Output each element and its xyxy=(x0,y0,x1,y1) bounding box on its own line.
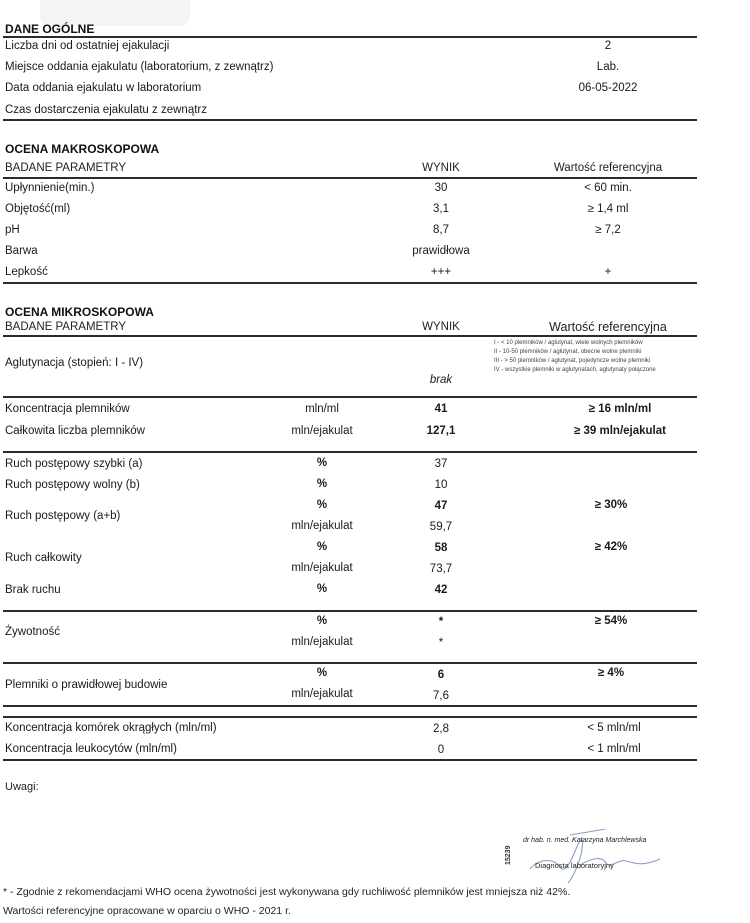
divider xyxy=(3,282,697,284)
motility-progressive-result-abs: 59,7 xyxy=(429,521,453,533)
general-label: Liczba dni od ostatniej ejakulacji xyxy=(5,40,170,52)
motility-total-unit-pct: % xyxy=(316,541,328,553)
column-header-result: WYNIK xyxy=(422,162,460,174)
morphology-unit-pct: % xyxy=(316,667,328,679)
macro-label: Objętość(ml) xyxy=(5,203,71,215)
divider xyxy=(3,335,697,337)
immotile-label: Brak ruchu xyxy=(5,584,61,596)
concentration-result: 41 xyxy=(434,403,448,415)
agglutination-label: Aglutynacja (stopień: I - IV) xyxy=(5,357,144,369)
macro-result: 8,7 xyxy=(433,224,449,236)
macro-label: pH xyxy=(5,224,20,236)
leukocytes-result: 0 xyxy=(437,744,445,756)
round-cells-label: Koncentracja komórek okrągłych (mln/ml) xyxy=(5,722,217,734)
divider xyxy=(3,759,697,761)
motility-total-label: Ruch całkowity xyxy=(5,552,82,564)
agglutination-grade: III - > 50 plemników / aglutynat, pojedyncze wolne plemniki xyxy=(494,358,651,364)
motility-total-unit-abs: mln/ejakulat xyxy=(291,562,353,574)
macro-label: Barwa xyxy=(5,245,38,257)
motility-fast-unit: % xyxy=(316,457,328,469)
macro-result: 30 xyxy=(434,182,448,194)
remarks-label: Uwagi: xyxy=(5,781,39,793)
round-cells-reference: < 5 mln/ml xyxy=(587,722,641,734)
vitality-result-abs: * xyxy=(438,637,444,649)
divider xyxy=(3,36,697,38)
general-value: 06-05-2022 xyxy=(578,82,638,94)
motility-slow-label: Ruch postępowy wolny (b) xyxy=(5,479,140,491)
vitality-result-pct: * xyxy=(438,616,444,628)
concentration-unit: mln/ml xyxy=(305,403,339,415)
macro-reference: ≥ 1,4 ml xyxy=(587,203,629,215)
divider xyxy=(3,662,697,664)
divider xyxy=(3,705,697,707)
total-count-result: 127,1 xyxy=(426,425,456,437)
total-count-unit: mln/ejakulat xyxy=(291,425,353,437)
vitality-unit-pct: % xyxy=(316,615,328,627)
signature-stamp xyxy=(505,833,685,883)
motility-progressive-reference: ≥ 30% xyxy=(594,499,628,511)
motility-total-result-pct: 58 xyxy=(434,542,448,554)
macro-label: Lepkość xyxy=(5,266,48,278)
section-title-macro: OCENA MAKROSKOPOWA xyxy=(5,142,160,156)
divider xyxy=(3,451,697,453)
general-label: Czas dostarczenia ejakulatu z zewnątrz xyxy=(5,104,207,116)
macro-result: prawidłowa xyxy=(412,245,470,257)
divider xyxy=(3,396,697,398)
leukocytes-label: Koncentracja leukocytów (mln/ml) xyxy=(5,743,177,755)
motility-progressive-unit-pct: % xyxy=(316,499,328,511)
macro-reference: + xyxy=(604,266,612,278)
concentration-reference: ≥ 16 mln/ml xyxy=(588,403,652,415)
macro-reference: < 60 min. xyxy=(584,182,632,194)
general-label: Miejsce oddania ejakulatu (laboratorium, z zewnątrz) xyxy=(5,61,274,73)
column-header-reference: Wartość referencyjna xyxy=(549,320,667,334)
total-count-reference: ≥ 39 mln/ejakulat xyxy=(574,425,666,437)
section-title-general: DANE OGÓLNE xyxy=(5,22,95,36)
column-header-reference: Wartość referencyjna xyxy=(553,162,663,174)
motility-fast-result: 37 xyxy=(434,458,448,470)
macro-result: +++ xyxy=(430,266,452,278)
agglutination-grade: II - 10-50 plemników / aglutynat, obecne wolne plemniki xyxy=(494,349,642,355)
immotile-unit: % xyxy=(316,583,328,595)
macro-reference: ≥ 7,2 xyxy=(595,224,621,236)
leukocytes-reference: < 1 mln/ml xyxy=(587,743,641,755)
morphology-reference: ≥ 4% xyxy=(597,667,625,679)
motility-slow-result: 10 xyxy=(434,479,448,491)
morphology-unit-abs: mln/ejakulat xyxy=(291,688,353,700)
section-title-micro: OCENA MIKROSKOPOWA xyxy=(5,305,154,319)
divider xyxy=(3,610,697,612)
divider xyxy=(3,119,697,121)
vitality-reference: ≥ 54% xyxy=(594,615,628,627)
macro-label: Upłynnienie(min.) xyxy=(5,182,95,194)
column-header-param: BADANE PARAMETRY xyxy=(5,321,126,333)
column-header-param: BADANE PARAMETRY xyxy=(5,162,126,174)
motility-slow-unit: % xyxy=(316,478,328,490)
motility-total-result-abs: 73,7 xyxy=(429,563,453,575)
agglutination-grade: I - < 10 plemników / aglutynat, wiele wolnych plemników xyxy=(494,340,643,346)
vitality-label: Żywotność xyxy=(5,626,60,638)
motility-total-reference: ≥ 42% xyxy=(594,541,628,553)
agglutination-reference xyxy=(494,339,656,375)
motility-progressive-unit-abs: mln/ejakulat xyxy=(291,520,353,532)
motility-fast-label: Ruch postępowy szybki (a) xyxy=(5,458,143,470)
concentration-label: Koncentracja plemników xyxy=(5,403,130,415)
morphology-label: Plemniki o prawidłowej budowie xyxy=(5,679,168,691)
signature-number: 15239 xyxy=(505,845,512,865)
general-value: 2 xyxy=(604,40,612,52)
total-count-label: Całkowita liczba plemników xyxy=(5,425,145,437)
general-label: Data oddania ejakulatu w laboratorium xyxy=(5,82,202,94)
macro-result: 3,1 xyxy=(433,203,449,215)
general-value: Lab. xyxy=(596,61,620,73)
footnote-vitality: * - Zgodnie z rekomendacjami WHO ocena żywotności jest wykonywana gdy ruchliwość plemników jest mniejsza niż 42%. xyxy=(3,886,571,898)
morphology-result-abs: 7,6 xyxy=(433,690,449,702)
motility-progressive-label: Ruch postępowy (a+b) xyxy=(5,510,121,522)
column-header-result: WYNIK xyxy=(422,321,460,333)
signature-role: Diagnosta laboratoryjny xyxy=(535,861,614,870)
signature-name: dr hab. n. med. Katarzyna Marchlewska xyxy=(523,837,647,844)
divider xyxy=(3,716,697,718)
divider xyxy=(3,177,697,179)
agglutination-grade: IV - wszystkie plemniki w aglutynatach, aglutynaty połączone xyxy=(494,367,656,373)
footnote-reference: Wartości referencyjne opracowane w oparciu o WHO - 2021 r. xyxy=(3,905,291,917)
agglutination-result: brak xyxy=(429,374,453,386)
morphology-result-pct: 6 xyxy=(437,669,445,681)
immotile-result: 42 xyxy=(434,584,448,596)
vitality-unit-abs: mln/ejakulat xyxy=(291,636,353,648)
round-cells-result: 2,8 xyxy=(433,723,449,735)
motility-progressive-result-pct: 47 xyxy=(434,500,448,512)
